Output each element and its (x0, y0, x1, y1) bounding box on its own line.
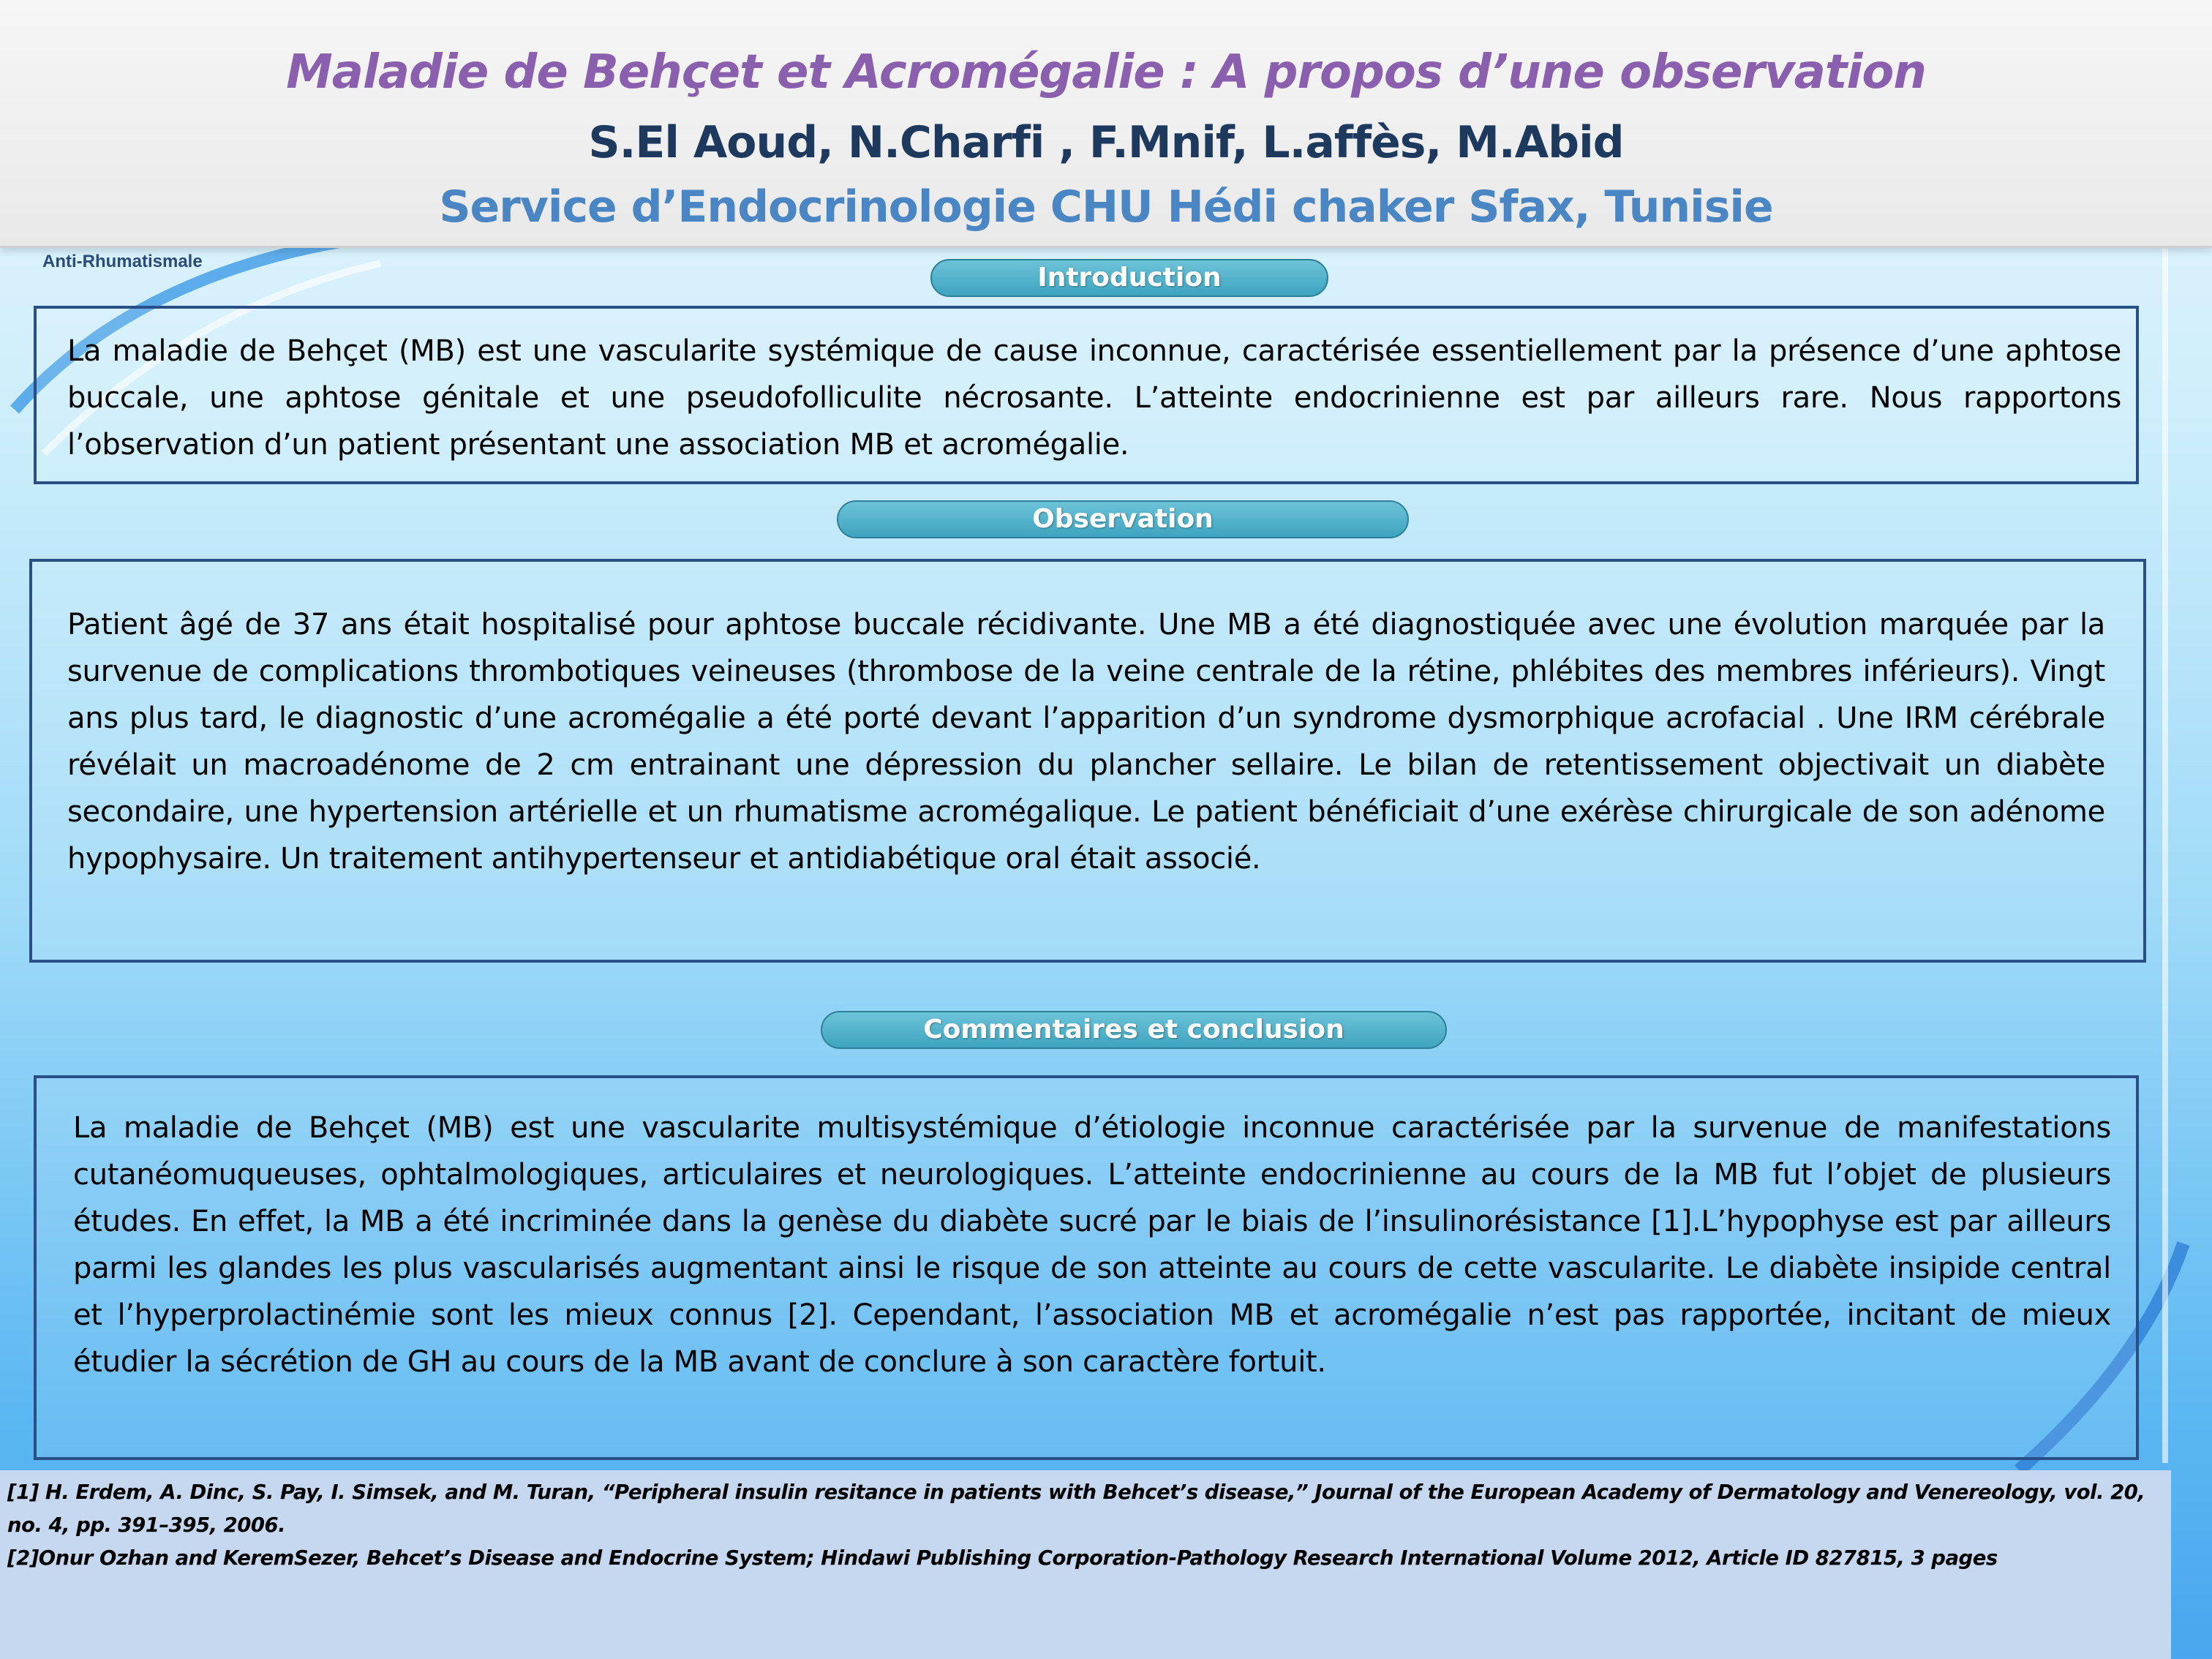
reference-2: [2]Onur Ozhan and KeremSezer, Behcet’s Disease and Endocrine System; Hindawi Publishing Corporation-Pathology Research International Volume 2012, Article ID 827815, 3 pages (7, 1546, 1998, 1570)
reference-1: [1] H. Erdem, A. Dinc, S. Pay, I. Simsek, and M. Turan, “Peripheral insulin resitance in patients with Behcet’s disease,” Journal of the European Academy of Dermatology and Venereology, vol. 20, no. 4, pp. 391–395, 2006. (7, 1481, 2145, 1537)
conclusion-box (34, 1075, 2139, 1460)
conclusion-heading: Commentaires et conclusion (821, 1011, 1447, 1049)
introduction-heading: Introduction (930, 259, 1328, 297)
conclusion-text: La maladie de Behçet (MB) est une vascularite multisystémique d’étiologie inconnue caractérisée par la survenue de manifestations cutanéomuqueuses, ophtalmologiques, articulaires et neurologiques. L’atteinte endocrinienne au cours de la MB fut l’objet de plusieurs études. En effet, la MB a été incriminée dans la genèse du diabète sucré par le biais de l’insulinorésistance [1].L’hypophyse est par ailleurs parmi les glandes les plus vascularisés augmentant ainsi le risque de son atteinte au cours de cette vascularite. Le diabète insipide central et l’hyperprolactinémie sont les mieux connus [2]. Cependant, l’association MB et acromégalie n’est pas rapportée, incitant de mieux étudier la sécrétion de GH au cours de la MB avant de conclure à son caractère fortuit. (73, 1111, 2111, 1379)
poster-affiliation: Service d’Endocrinologie CHU Hédi chaker Sfax, Tunisie (439, 181, 1773, 233)
observation-heading: Observation (837, 500, 1409, 538)
poster-authors: S.El Aoud, N.Charfi , F.Mnif, L.affès, M.Abid (588, 117, 1624, 168)
introduction-box (34, 306, 2139, 484)
introduction-text: La maladie de Behçet (MB) est une vascularite systémique de cause inconnue, caractérisée essentiellement par la présence d’une aphtose buccale, une aphtose génitale et une pseudofolliculite nécrosante. L’atteinte endocrinienne est par ailleurs rare. Nous rapportons l’observation d’un patient présentant une association MB et acromégalie. (67, 334, 2121, 462)
observation-box (29, 559, 2146, 963)
observation-text: Patient âgé de 37 ans était hospitalisé pour aphtose buccale récidivante. Une MB a été diagnostiquée avec une évolution marquée par la survenue de complications thrombotiques veineuses (thrombose de la veine centrale de la rétine, phlébites des membres inférieurs). Vingt ans plus tard, le diagnostic d’une acromégalie a été porté devant l’apparition d’un syndrome dysmorphique acrofacial . Une IRM cérébrale révélait un macroadénome de 2 cm entrainant une dépression du plancher sellaire. Le bilan de retentissement objectivait un diabète secondaire, une hypertension artérielle et un rhumatisme acromégalique. Le patient bénéficiait d’une exérèse chirurgicale de son adénome hypophysaire. Un traitement antihypertenseur et antidiabétique oral était associé. (67, 608, 2105, 876)
references-panel (0, 1470, 2171, 1659)
poster-title: Maladie de Behçet et Acromégalie : A propos d’une observation (286, 45, 1926, 99)
poster-header (0, 0, 2212, 248)
logo-label: Anti-Rhumatismale (42, 252, 203, 271)
